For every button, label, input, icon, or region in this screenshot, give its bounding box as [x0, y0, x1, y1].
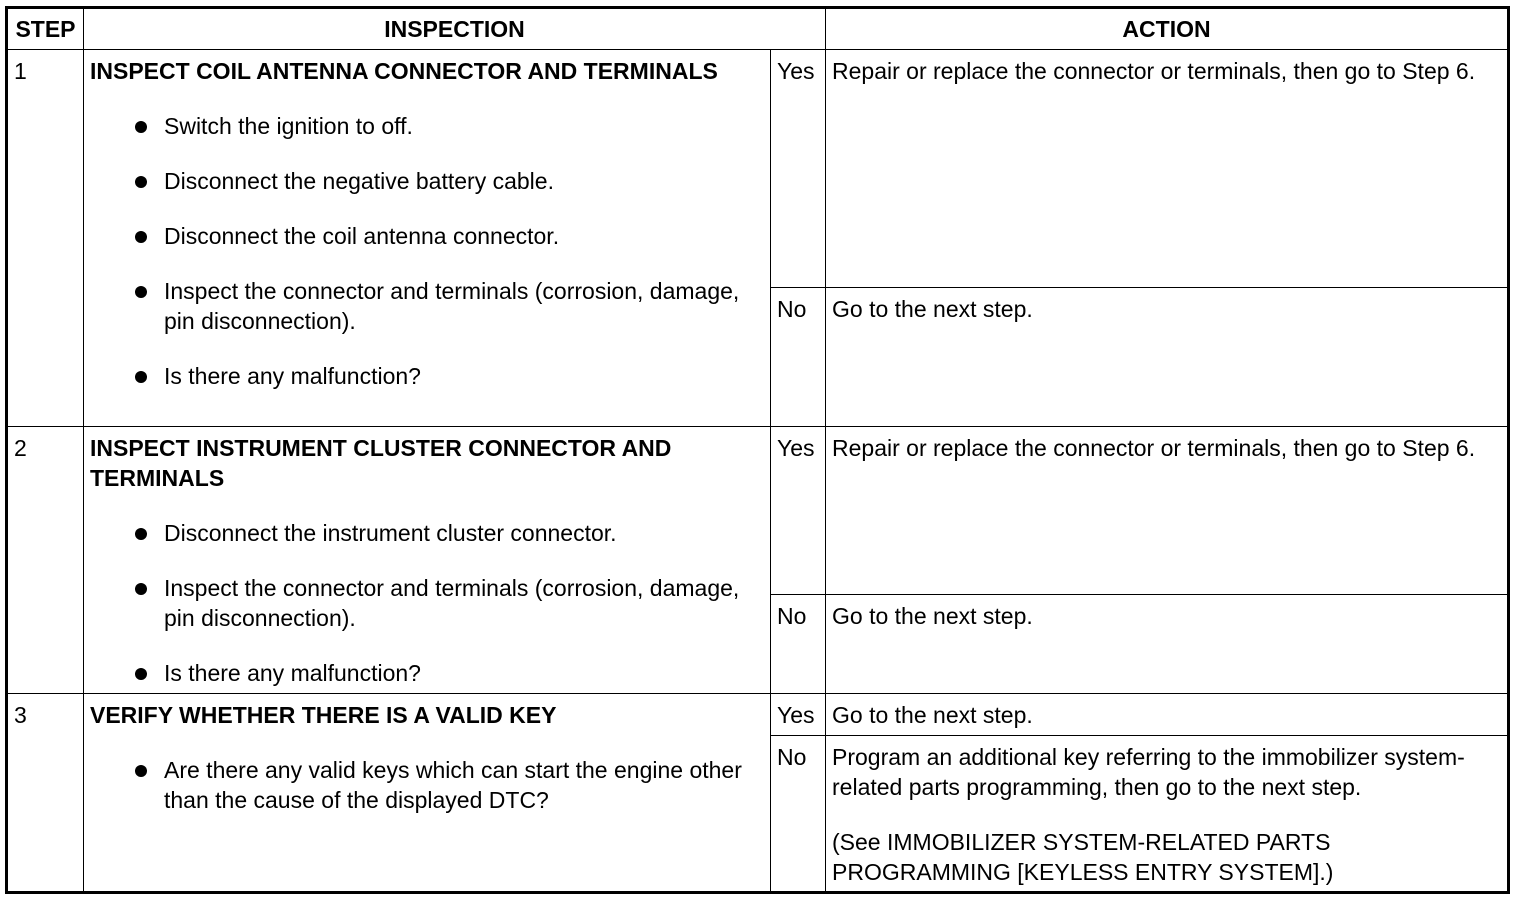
step-1-inspection	[84, 50, 771, 427]
yes-action: Go to the next step.	[826, 694, 1509, 736]
inspection-bullet: Disconnect the coil antenna connector.	[90, 221, 764, 251]
diagnostic-procedure-table	[5, 6, 1510, 894]
step-2-inspection	[84, 427, 771, 694]
step-number: 3	[7, 694, 84, 893]
header-row	[7, 8, 1509, 50]
inspection-bullet: Is there any malfunction?	[90, 658, 764, 688]
inspection-bullet: Disconnect the instrument cluster connector.	[90, 518, 764, 548]
step-title: VERIFY WHETHER THERE IS A VALID KEY	[90, 702, 557, 728]
no-action: Go to the next step.	[826, 595, 1509, 694]
action-column-header: ACTION	[826, 8, 1509, 50]
inspection-bullet-list	[90, 755, 764, 815]
no-label: No	[771, 736, 826, 893]
step-number: 1	[7, 50, 84, 427]
inspection-bullet: Disconnect the negative battery cable.	[90, 166, 764, 196]
no-action: Go to the next step.	[826, 288, 1509, 427]
step-1-yes-row	[7, 50, 1509, 288]
inspection-bullet-list	[90, 111, 764, 391]
yes-action: Repair or replace the connector or terminals, then go to Step 6.	[826, 50, 1509, 288]
inspection-bullet-list	[90, 518, 764, 688]
step-title: INSPECT INSTRUMENT CLUSTER CONNECTOR AND TERMINALS	[90, 435, 672, 491]
inspection-bullet: Is there any malfunction?	[90, 361, 764, 391]
no-action: Program an additional key referring to the immobilizer system-related parts programming, then go to the next step.	[832, 744, 1465, 800]
yes-label: Yes	[771, 427, 826, 595]
no-label: No	[771, 288, 826, 427]
step-title: INSPECT COIL ANTENNA CONNECTOR AND TERMINALS	[90, 58, 718, 84]
inspection-bullet: Switch the ignition to off.	[90, 111, 764, 141]
no-action-cell	[826, 736, 1509, 893]
inspection-bullet: Inspect the connector and terminals (corrosion, damage, pin disconnection).	[90, 573, 764, 633]
yes-action: Repair or replace the connector or terminals, then go to Step 6.	[826, 427, 1509, 595]
step-2-yes-row	[7, 427, 1509, 595]
yes-label: Yes	[771, 694, 826, 736]
step-column-header: STEP	[7, 8, 84, 50]
inspection-column-header: INSPECTION	[84, 8, 826, 50]
yes-label: Yes	[771, 50, 826, 288]
inspection-bullet: Inspect the connector and terminals (corrosion, damage, pin disconnection).	[90, 276, 764, 336]
step-3-yes-row	[7, 694, 1509, 736]
no-label: No	[771, 595, 826, 694]
inspection-bullet: Are there any valid keys which can start the engine other than the cause of the displayed DTC?	[90, 755, 764, 815]
no-action-note: (See IMMOBILIZER SYSTEM-RELATED PARTS PROGRAMMING [KEYLESS ENTRY SYSTEM].)	[832, 829, 1334, 885]
step-number: 2	[7, 427, 84, 694]
step-3-inspection	[84, 694, 771, 893]
